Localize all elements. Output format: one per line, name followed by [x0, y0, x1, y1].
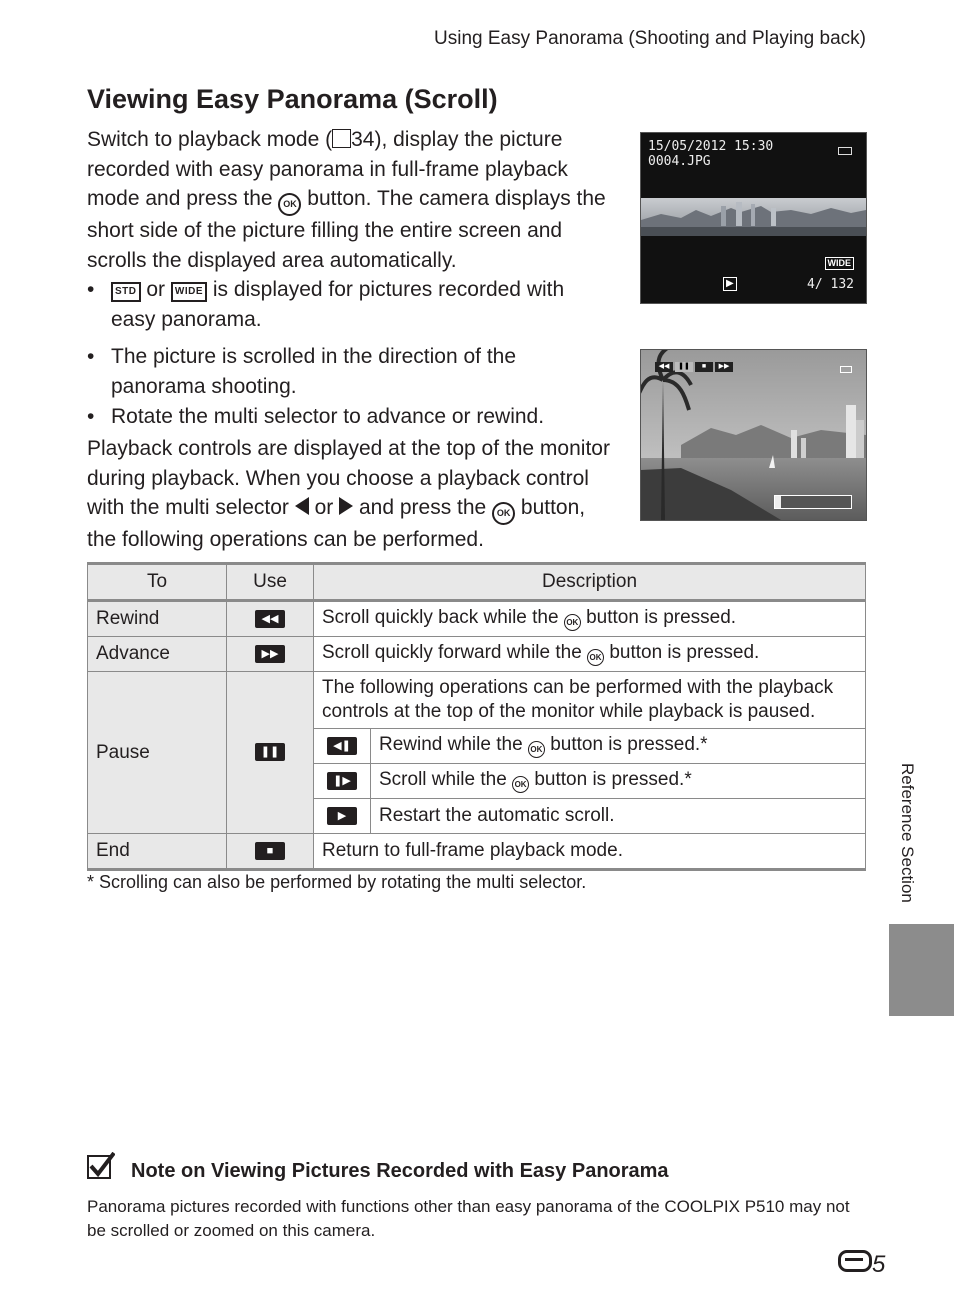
description-cell	[314, 637, 866, 672]
bullet-dot: •	[87, 345, 95, 368]
use-cell	[227, 601, 314, 637]
bullet-item	[87, 402, 612, 432]
desc-text: Scroll quickly back while the	[322, 607, 564, 628]
rewind-control-icon: ◀◀	[655, 362, 673, 372]
description-cell: Return to full-frame playback mode.	[314, 834, 866, 870]
table-row	[88, 601, 866, 637]
col-header-use: Use	[227, 564, 314, 601]
note-body: Panorama pictures recorded with functions other than easy panorama of the COOLPIX P510 may not be scrolled or zoomed on this camera.	[87, 1197, 850, 1240]
use-cell	[227, 834, 314, 870]
bullet-text: The picture is scrolled in the direction of the panorama shooting.	[111, 345, 517, 398]
bullet-list-1	[87, 275, 612, 334]
desc-text: Scroll while the	[379, 769, 513, 790]
row-label: Rewind	[88, 601, 227, 637]
wide-mode-badge: WIDE	[825, 257, 855, 270]
battery-icon	[840, 366, 852, 373]
col-header-description: Description	[314, 564, 866, 601]
panorama-thumbnail	[641, 198, 866, 236]
controls-text-1: Playback controls are displayed at the top of the monitor during playback. When you choose a playback control with the multi selector	[87, 437, 610, 519]
note-title: Note on Viewing Pictures Recorded with Easy Panorama	[131, 1160, 669, 1182]
section-title: Viewing Easy Panorama (Scroll)	[87, 84, 498, 114]
desc-text: Rewind while the	[379, 734, 528, 755]
bullet-dot: •	[87, 278, 95, 301]
std-panorama-icon: STD	[111, 282, 141, 302]
footnote: * Scrolling can also be performed by rotating the multi selector.	[87, 872, 587, 892]
desc-text: button is pressed.*	[529, 769, 692, 790]
table-row	[88, 637, 866, 672]
table-row	[88, 834, 866, 870]
col-header-to: To	[88, 564, 227, 601]
ok-button-icon: OK	[512, 776, 529, 793]
ok-button-icon: OK	[528, 741, 545, 758]
bullet-or: or	[146, 278, 166, 301]
play-icon: ▶	[327, 807, 357, 825]
playback-controls-bar	[655, 362, 733, 372]
ok-button-icon: OK	[587, 649, 604, 666]
desc-text: button is pressed.	[580, 607, 737, 628]
scroll-position-indicator	[775, 496, 781, 508]
scroll-playback-screen	[640, 349, 867, 521]
right-arrow-icon	[339, 497, 353, 515]
wide-panorama-icon: WIDE	[171, 282, 207, 302]
sub-use-cell	[314, 799, 371, 834]
step-back-icon: ◀❚	[327, 737, 357, 755]
section-label: Reference Section	[898, 763, 917, 903]
controls-paragraph	[87, 434, 617, 555]
reference-section-e-icon	[838, 1250, 872, 1272]
ref-page: 34	[351, 128, 375, 151]
sub-description-cell	[371, 729, 866, 764]
checkmark-note-icon	[87, 1152, 115, 1180]
pause-control-icon: ❚❚	[675, 362, 693, 372]
use-cell	[227, 672, 314, 834]
step-forward-icon: ❚▶	[327, 772, 357, 790]
stop-control-icon: ■	[695, 362, 713, 372]
advance-icon: ▶▶	[255, 645, 285, 663]
bullet-item	[87, 275, 612, 334]
running-header: Using Easy Panorama (Shooting and Playing back)	[434, 28, 866, 49]
intro-text-2: ), display the picture recorded with easy panorama in full-frame playback mode and press the	[87, 128, 568, 210]
left-arrow-icon	[295, 497, 309, 515]
desc-text: button is pressed.	[604, 642, 760, 663]
bullet-item	[87, 342, 612, 401]
screen-filename: 0004.JPG	[648, 154, 711, 169]
intro-paragraph	[87, 125, 617, 275]
description-cell	[314, 601, 866, 637]
sub-description-cell: Restart the automatic scroll.	[371, 799, 866, 834]
intro-text-3: button. The camera displays the short side of the picture filling the entire screen and scrolls the displayed area automatically.	[87, 187, 606, 272]
advance-control-icon: ▶▶	[715, 362, 733, 372]
ok-button-icon: OK	[278, 193, 301, 216]
book-ref-icon	[332, 129, 351, 148]
bullet-text: is displayed for pictures recorded with easy panorama.	[111, 278, 565, 331]
scroll-position-bar	[774, 495, 852, 509]
desc-text: button is pressed.*	[544, 734, 708, 755]
page-number	[838, 1250, 885, 1279]
sub-use-cell	[314, 764, 371, 799]
bullet-list-2	[87, 342, 612, 432]
description-cell: The following operations can be performed with the playback controls at the top of the monitor while playback is paused.	[314, 672, 866, 729]
screen-datetime: 15/05/2012 15:30	[648, 139, 774, 154]
stop-icon: ■	[255, 842, 285, 860]
table-row	[88, 672, 866, 729]
page-number-value: 5	[872, 1251, 886, 1278]
bullet-text: Rotate the multi selector to advance or rewind.	[111, 405, 545, 428]
ok-button-icon: OK	[564, 614, 581, 631]
sub-use-cell	[314, 729, 371, 764]
section-tab	[889, 924, 954, 1016]
rewind-icon: ◀◀	[255, 610, 285, 628]
sub-description-cell	[371, 764, 866, 799]
row-label: Advance	[88, 637, 227, 672]
ok-play-hint-icon: ▶	[723, 277, 737, 291]
controls-text-3: button, the following operations can be performed.	[87, 496, 586, 551]
playback-screen-panorama	[640, 132, 867, 304]
row-label: End	[88, 834, 227, 870]
battery-icon	[838, 147, 852, 155]
pause-icon: ❚❚	[255, 743, 285, 761]
controls-or: or	[314, 496, 334, 519]
row-label: Pause	[88, 672, 227, 834]
intro-text-1: Switch to playback mode (	[87, 128, 333, 151]
operations-table	[87, 562, 866, 871]
use-cell	[227, 637, 314, 672]
controls-text-2: and press the	[358, 496, 493, 519]
ok-button-icon: OK	[492, 502, 515, 525]
desc-text: Scroll quickly forward while the	[322, 642, 588, 663]
bullet-dot: •	[87, 405, 95, 428]
screen-frame-counter: 4/ 132	[807, 277, 854, 292]
